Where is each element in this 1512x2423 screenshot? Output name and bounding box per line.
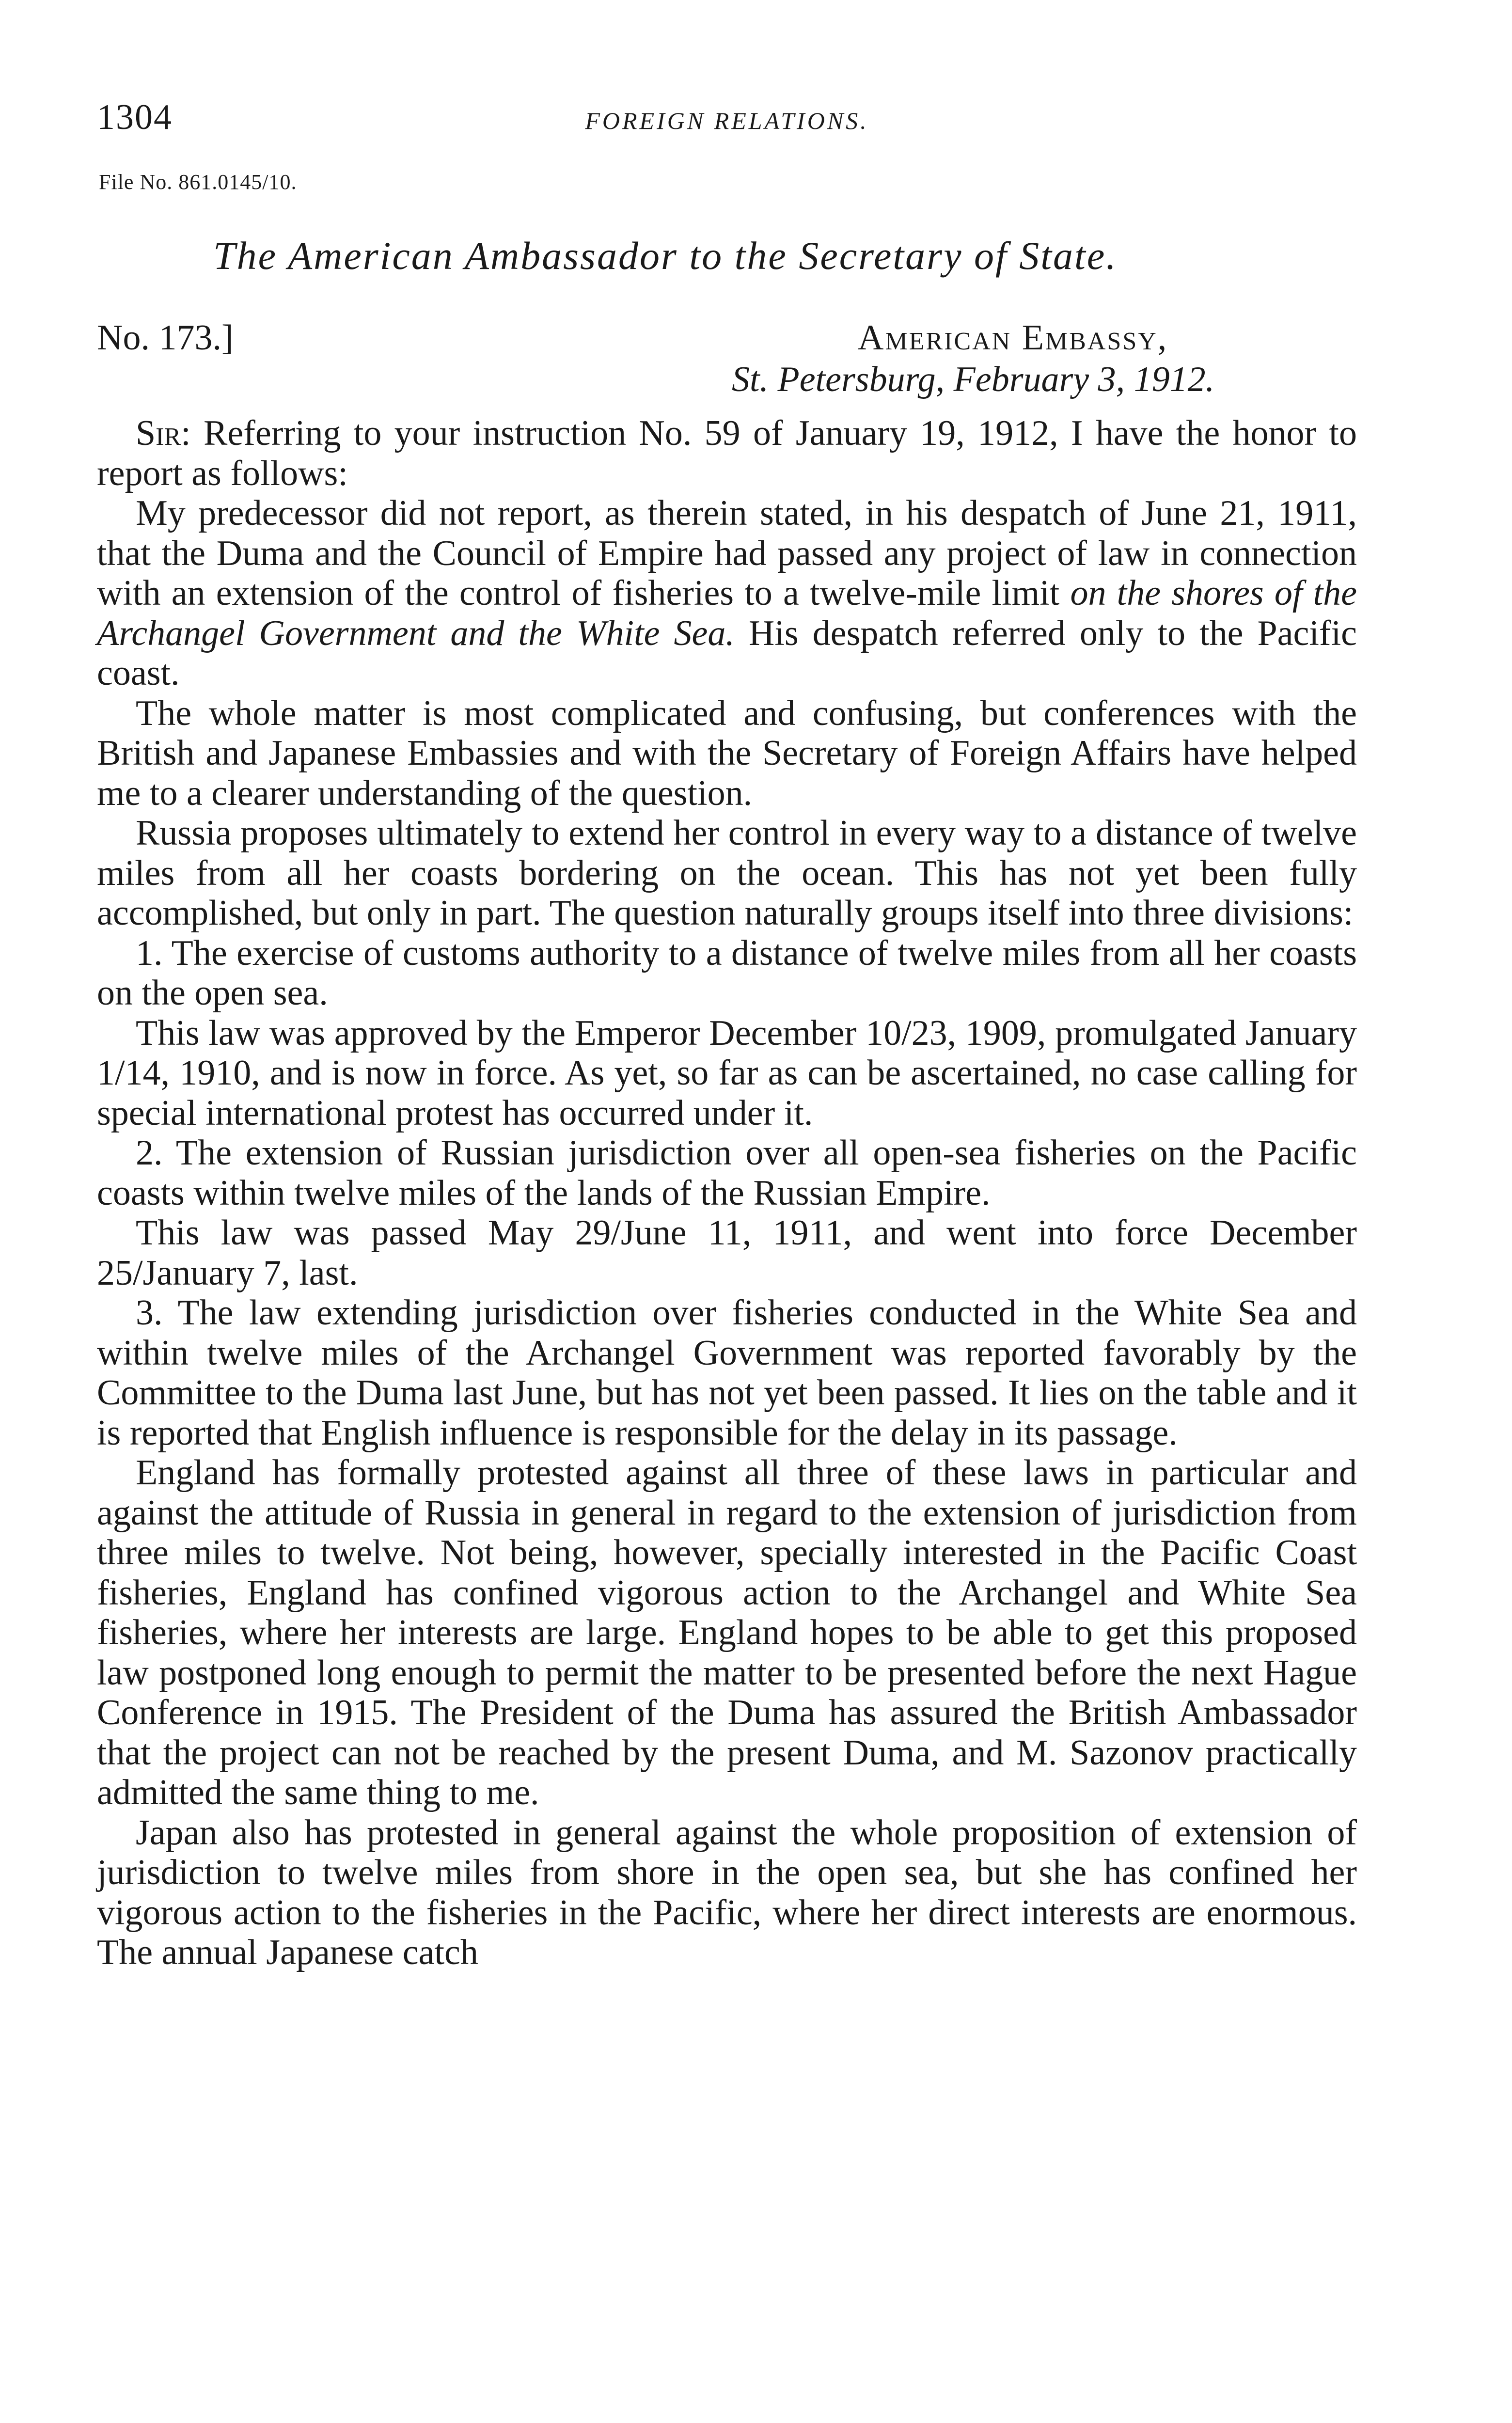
despatch-number: No. 173.] (97, 318, 234, 358)
paragraph-8: This law was passed May 29/June 11, 1911, and went into force December 25/January 7, last. (97, 1213, 1357, 1293)
paragraph-10: England has formally protested against all three of these laws in particular and against the attitude of Russia in general in regard to the extension of jurisdiction from three miles to twelve. Not being, however, specially interested in the Pacific Coast fisheries, England has confined vigorous action to the Archangel and White Sea fisheries, where her interests are large. England hopes to be able to get this proposed law postponed long enough to permit the matter to be presented before the next Hague Conference in 1915. The President of the Duma has assured the British Ambassador that the project can not be reached by the present Duma, and M. Sazonov practically admitted the same thing to me. (97, 1453, 1357, 1812)
page-number: 1304 (97, 97, 173, 137)
paragraph-9: 3. The law extending jurisdiction over fisheries conducted in the White Sea and within twelve miles of the Archangel Government was reported favorably by the Committee to the Duma last June, but has not yet been passed. It lies on the table and it is reported that English influence is responsible for the delay in its passage. (97, 1293, 1357, 1453)
document-title: The American Ambassador to the Secretary of State. (213, 234, 1118, 278)
paragraph-3: The whole matter is most complicated and confusing, but conferences with the British and Japanese Embassies and with the Secretary of Foreign Affairs have helped me to a clearer understanding of the question. (97, 693, 1357, 813)
paragraph-2-before: My predecessor did not report, as therein stated, in his despatch of June 21, 1911, that the Duma and the Council of Empire had passed any project of law in connection with an extension of the control of fisheries to a twelve-mile limit (97, 493, 1357, 613)
paragraph-7: 2. The extension of Russian jurisdiction over all open-sea fisheries on the Pacific coasts within twelve miles of the lands of the Russian Empire. (97, 1133, 1357, 1213)
file-number: File No. 861.0145/10. (99, 170, 297, 194)
paragraph-2-after: His despatch referred only to the Pacific coast. (97, 613, 1357, 693)
paragraph-1-text: Referring to your instruction No. 59 of January 19, 1912, I have the honor to report as follows: (97, 413, 1357, 493)
paragraph-5: 1. The exercise of customs authority to a distance of twelve miles from all her coasts on the open sea. (97, 933, 1357, 1013)
paragraph-11: Japan also has protested in general against the whole proposition of extension of jurisdiction to twelve miles from shore in the open sea, but she has confined her vigorous action to the fisheries in the Pacific, where her direct interests are enormous. The annual Japanese catch (97, 1812, 1357, 1972)
place-and-date: St. Petersburg, February 3, 1912. (732, 360, 1215, 399)
paragraph-2-italic: on the shores of the Archangel Government and the White Sea. (97, 573, 1357, 653)
embassy-name: American Embassy, (858, 318, 1168, 358)
salutation: Sir: (136, 413, 191, 453)
document-page (97, 97, 1357, 1973)
running-title: FOREIGN RELATIONS. (585, 107, 869, 134)
paragraph-2 (97, 493, 1357, 693)
running-head (97, 97, 1357, 150)
letter-body (97, 413, 1357, 1973)
letter-header (97, 317, 1357, 409)
paragraph-1 (97, 413, 1357, 493)
paragraph-4: Russia proposes ultimately to extend her control in every way to a distance of twelve miles from all her coasts bordering on the ocean. This has not yet been fully accomplished, but only in part. The question naturally groups itself into three divisions: (97, 813, 1357, 933)
paragraph-6: This law was approved by the Emperor December 10/23, 1909, promulgated January 1/14, 1910, and is now in force. As yet, so far as can be ascertained, no case calling for special international protest has occurred under it. (97, 1013, 1357, 1133)
